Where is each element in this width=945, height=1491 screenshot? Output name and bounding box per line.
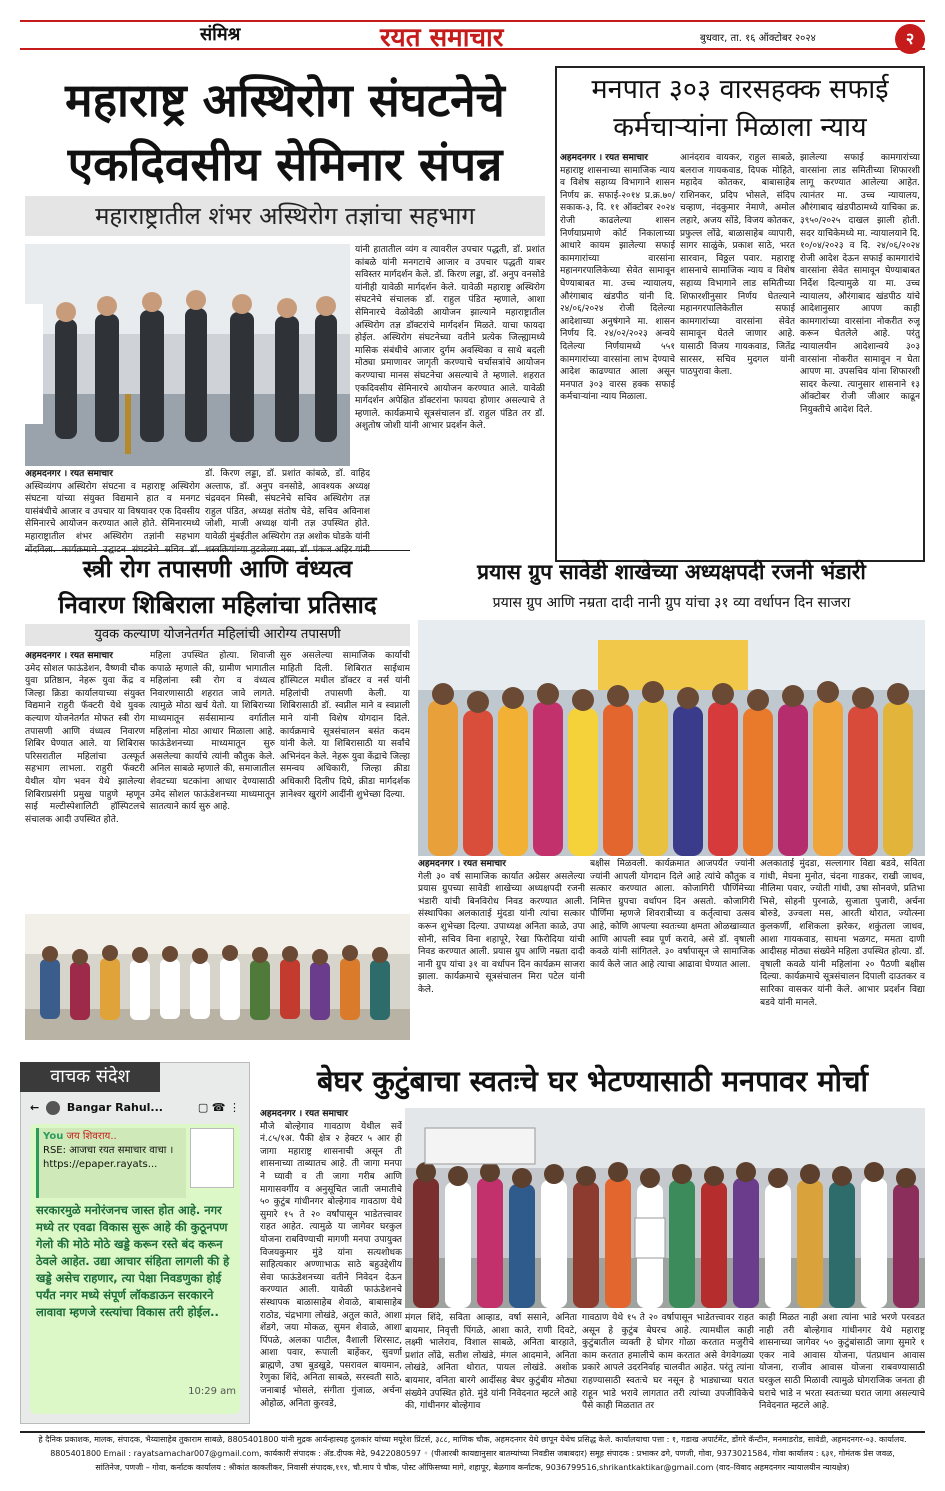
reader-message-title: वाचक संदेश <box>20 1062 160 1092</box>
story3-col2: महिला उपस्थित होत्या. शिवाजी कपाळे म्हणाले की, ग्रामीण भागातील महिलांना स्त्री रोग व वंध्यत्व निवारणासाठी शहरात जावे लागते. त्यामुळे मोठा खर्च येतो. या शिबिराच्या माध्यमातून सर्वसामान्य वर्गातील महिलांना मोठा आधार मिळाला आहे. फाऊंडेशनच्या माध्यमातून सुरु असलेल्या कार्याचे त्यांनी कौतुक केले. अनिल साबळे म्हणाले की, समाजातील शेवटच्या घटकांना आधार देण्यासाठी उमेद सोशल फाऊंडेशनच्या माध्यमातून सातत्याने कार्य सुरु आहे. <box>150 651 275 813</box>
avatar <box>46 1101 60 1115</box>
story5-col4: काही मिळत नाही अशा त्यांना भाडे भरणे परवडत नाही तरी बोल्हेगाव गांधीनगर येथे महाराष्ट्र शासनाच्या जागेवर ५० कुटुंबांसाठी जागा सुमारे १ एकर नावे आवास योजना, पंतप्रधान आवास योजना, राजीव आवास योजना राबवण्यासाठी घरकुल साठी मिळावी त्यामुळे घोगराजिक जनता ही घराचे भाडे न भरता स्वतःच्या घरात जागा असल्याचे निवेदनात म्हटले आहे. <box>759 1313 925 1412</box>
story3-col1: अहमदनगर । रयत समाचार उमेद सोशल फाऊंडेशन, वैष्णवी चौक युवा प्रतिष्ठान, नेहरू युवा केंद्र व जिल्हा क्रिडा कार्यालयाच्या संयुक्त विद्यमाने राहुरी फॅक्टरी येथे युवक कल्याण योजनेतर्गत मोफत स्त्री रोग तपासणी आणि वंध्यत्व निवारण शिबिर घेण्यात आले. या शिबिरास परिसरातील महिलांचा उत्स्फूर्त सहभाग लाभला. राहुरी फॅक्टरी येथील योग भवन येथे झालेल्या शिबिराप्रसंगी प्रमुख पाहुणे म्हणून साई मल्टीस्पेशालिटी हॉस्पिटलचे संचालक आदी उपस्थित होते. <box>25 651 145 825</box>
story5-headline: बेघर कुटुंबाचा स्वतःचे घर भेटण्यासाठी मनपावर मोर्चा <box>317 1064 868 1098</box>
story5-col2: मंगल शिंदे, सविता आव्हाड, वर्षा ससाने, अनिता बायमार, निवृत्ती पिंगळे, आशा काते, राणी दिवटे, लक्ष्मी भालेराव, विशाल साबळे, अनिता बारहाते, प्रशांत लोंढे, सतीश लोखंडे, मंगल आदमाने, अनिता लोखंडे, अनिता थोरात, पायल लोखंडे. अशोक बायमार, वनिता बारगे आदींसह बेघर कुटुंबीय मोठ्या संख्येने उपस्थित होते. मुंडे यांनी निवेदनात म्हटले आहे की, गांधीनगर बोल्हेगाव <box>405 1313 577 1412</box>
quoted-message[interactable]: You जय शिवराय.. RSE: आजचा रयत समाचार वाचा । https://epaper.rayats... <box>36 1128 186 1198</box>
story3-headline-line2: निवारण शिबिराला महिलांचा प्रतिसाद <box>58 591 377 619</box>
story4-subhead: प्रयास ग्रुप आणि नम्रता दादी नानी ग्रुप यांचा ३१ व्या वर्धापन दिन साजरा <box>492 595 851 611</box>
morcha-photo <box>405 1108 925 1308</box>
newspaper-brand: रयत समाचार <box>380 23 504 53</box>
story4-headline: प्रयास ग्रुप सावेडी शाखेच्या अध्यक्षपदी रजनी भंडारी <box>477 560 866 584</box>
issue-date: बुधवार, ता. १६ ऑक्टोबर २०२४ <box>700 33 816 44</box>
link-preview-thumbnail <box>190 1128 234 1188</box>
story2-col2: आनंदराव वायकर, राहुल साबळे, बलराज गायकवाड, दिपक मोहिते, महादेव कोतकर, बाबासाहेब राशिनकर, प्रदिप भोसले, संदिप चव्हाण, नंदकुमार नेमाणे, अमोल लहारे, अजय सोंडे, विजय कोतकर, प्रफुल्ल लोंढे, बाळासाहेब व्यापारी, सागर साळुंके, प्रकाश साठे, भरत सारवान, विठ्ठल पवार. महाराष्ट्र शासनाचे सामाजिक न्याय व विशेष सहाय्य विभागाने लाड समितीच्या शिफारशीनुसार निर्णय घेतल्याने महानगरपालिकेतील सफाई कामगारांच्या वारसांना सेवेत सामावून घेतले जाणार आहे. यासाठी विजय गायकवाड, जितेंद्र सारसर, सचिव मुदगल यांनी पाठपुरावा केला. <box>680 153 795 378</box>
story5-dateline: अहमदनगर । रयत समाचार <box>260 1109 348 1119</box>
chat-timestamp: 10:29 am <box>188 1386 236 1397</box>
story2-col3: झालेल्या सफाई कामगारांच्या वारसांना लाड समितीच्या शिफारशी लागू करण्यात आलेल्या आहेत. त्यानंतर मा. उच्च न्यायालय, औरंगाबाद खंडपीठामध्ये याचिका क्र. ३९५०/२०२५ दाखल झाली होती. सदर याचिकेमध्ये मा. न्यायालयाने दि. १०/०४/२०२३ व दि. २४/०६/२०२४ रोजी आदेश देऊन सफाई कामगारांचे वारसांना सेवेत सामावून घेण्याबाबत निर्देश दिल्यामुळे या मा. उच्च न्यायालय, औरंगाबाद खंडपीठ यांचे आदेशानुसार आपण काही कामगारांच्या वारसांना नोकरीत रुजू करून घेतलेले आहे. परंतु न्यायालयीन आदेशान्वये ३०३ वारसांना नोकरीत सामावून न घेता आपण मा. उपसचिव यांना शिफारशी सादर केल्या. त्यानुसार शासनाने १३ ऑक्टोबर रोजी जीआर काढून नियुक्तीचे आदेश दिले. <box>800 153 920 415</box>
imprint-line2: 8805401800 Email : rayatsamachar007@gmail.com, कार्यकारी संपादक : ॲड.दीपक मेढे, 9422080597 ◦ (पीआरबी कायद्यानुसार बातम्यांच्या निवडीस जबाबदार) समूह संपादक : प्रभाकर ढगे, पणजी, गोवा, 9373021584, गोवा कार्यालय : ६३१, गोमंतक प्रेस जवळ, <box>50 1449 895 1458</box>
story1-dateline: अहमदनगर । रयत समाचार <box>25 469 113 479</box>
back-arrow-icon[interactable]: ← <box>30 1101 40 1114</box>
story4-col3: अलकाताई मुंदडा, सल्लागार विद्या बडवे, सविता गांधी, मेघना मुनोत, चंदना गाडकर, राखी जाधव, नीलिमा पवार, ज्योती गांधी, उषा सोनवणे, प्रतिभा भिसे, सोहनी पुरनाळे, सुजाता पुजारी, अर्चना बोरुडे, उज्वला मस, आरती थोरात, ज्योत्स्ना कुलकर्णी, शशिकला झरेकर, शकुंतला जाधव, आशा गायकवाड, साधना भळगट, ममता दाणी आदीसह मोठ्या संख्येने महिला उपस्थित होत्या. डॉ. वृषाली कवळे यांनी महिलांना २० पैठणी बक्षीस दिल्या. कार्यक्रमाचे सूत्रसंचालन दिपाली दाउतकर व सारिका वासकर यांनी केले. आभार प्रदर्शन विद्या बडवे यांनी मानले. <box>760 859 925 1008</box>
imprint-footer <box>20 1431 925 1486</box>
story2-dateline: अहमदनगर । रयत समाचार <box>560 153 648 163</box>
story5-col1: अहमदनगर । रयत समाचार मौजे बोल्हेगाव गावठाण येथील सर्वे नं.८५/१अ. पैकी क्षेत्र २ हेक्टर ५ आर ही जागा महाराष्ट्र शासनाची असून ती शासनाच्या ताब्यातच आहे. ती जागा मनपा ने घ्यावी व ती जागा गरीब आणि मागासवर्गीय व अनुसूचित जाती जमातीचे ५० कुटुंब गांधीनगर बोल्हेगाव गावठाण येथे सुमारे १५ ते २० वर्षांपासून भाडेतत्त्वावर राहत आहेत. त्यामुळे या जागेवर घरकुल योजना राबविण्याची मागणी मनपा उपायुक्त विजयकुमार मुंडे यांना सत्यशोधक साहित्यकार अण्णाभाऊ साठे बहुउद्देशीय सेवा फाऊंडेशनच्या वतीने निवेदन देऊन करण्यात आली. यावेळी फाऊंडेशनचे संस्थापक बाळासाहेब शेवाळे, बाबासाहेब राठोड, चंद्रभागा लोखंडे, अतुल काते, आशा शेंडगे, जया मोकळ, सुमन शेवाळे, आशा पिंपळे, अलका पाटील, वैशाली शिरसाट, आशा पवार, रूपाली बाहेंकर, सुवर्णा ब्राह्मणे, उषा बुडखुडे, पसरावल बायमान, रेणुका शिंदे, अनिता साबळे, सरस्वती साठे, जनाबाई भोसले, संगीता गुंजाळ, अर्चना ओहोळ, अनिता कुरवडे, <box>260 1109 402 1409</box>
story4-dateline: अहमदनगर । रयत समाचार <box>418 859 506 869</box>
story2-headline-line1: मनपात ३०३ वारसहक्क सफाई <box>591 74 889 105</box>
story1-col2: डॉ. किरण लड्डा, डॉ. प्रशांत कांबळे, डॉ. वाहिद अल्ताफ, डॉ. अनुप वनसोडे, आवश्यक अध्यक्ष चंद्रवदन मिस्त्री, संघटनेचे सचिव अस्थिरोग तज्ञ राहुल पंडित, अध्यक्ष संतोष चेडे, सचिव अविनाश जोशी, माजी अध्यक्ष यांनी तज्ञ उपस्थित होते. यावेळी मुंबईतील अस्थिरोग तज्ञ अशोक घोडके यांनी <box>205 469 370 542</box>
imprint-line3: सांतिनेज, पणजी – गोवा, कर्नाटक कार्यालय : श्रीकांत काकतीकर, निवासी संपादक,१११, चौ.माप पे चौक, पोस्ट ऑफिसच्या मागे, शहापूर, बेळगाव कर्नाटक, 9036799516,shrikantkaktikar@gmail.com (वाद–विवाद अहमदनगर न्यायालयीन न्यायक्षेत्र) <box>95 1463 850 1472</box>
prayas-group-photo <box>418 620 925 856</box>
story1-col3: यांनी हातातील व्यंग व त्यावरील उपचार पद्धती, डॉ. प्रशांत कांबळे यांनी मनगटाचे आजार व उपचार पद्धती याबर सविस्तर मार्गदर्शन केले. डॉ. किरण लड्डा, डॉ. अनुप वनसोडे यांनीही यावेळी मार्गदर्शन केले. यावेळी महाराष्ट्र अस्थिरोग संघटनेचे संचालक डॉ. राहुल पंडित म्हणाले, आशा सेमिनारचे वेळोवेळी आयोजन झाल्याने महाराष्ट्रातील अस्थिरोग तज्ञ डॉक्टरांचे मार्गदर्शन मिळते. याचा फायदा होईल. अस्थिरोग संघटनेच्या वतीने प्रत्येक जिल्ह्यामध्ये मासिक संबंधीचे आजार दुर्गम अवस्थिका व साथे बदली मोठ्या प्रमाणावर जागृती करण्याचे चर्चासत्रांचे आयोजन करण्याचा मानस संघटनेचा असल्याचे ते म्हणाले. शहरात एकदिवसीय सेमिनारचे आयोजन करण्यात आले. यावेळी मार्गदर्शन अपेक्षित डॉक्टरांना फायदा होणार असल्याचे ते म्हणाले. कार्यक्रमाचे सूत्रसंचालन डॉ. राहुल पंडित तर डॉ. अशुतोष जोशी यांनी आभार प्रदर्शन केले. <box>355 245 545 432</box>
section-label: संमिश्र <box>200 24 241 45</box>
health-camp-photo <box>25 914 410 1040</box>
story4-col1: अहमदनगर । रयत समाचार गेली ३० वर्ष सामाजिक कार्यात अग्रेसर असलेल्या प्रयास ग्रुपच्या सावेडी शाखेच्या अध्यक्षपदी रजनी भंडारी यांची बिनविरोध निवड करण्यात आली. संस्थापिका अलकाताई मुंदडा यांनी त्यांचा सत्कार करून शुभेच्छा दिल्या. उपाध्यक्ष अनिता काळे, उपा सोनी, सचिव विना शहापूरे, रेखा फिरोदिया यांची निवड करण्यात आली. प्रयास ग्रुप आणि नम्रता दादी नानी ग्रुप यांचा ३१ वा वर्धापन दिन कार्यक्रम साजरा झाला. कार्यक्रमाचे सूत्रसंचालन मिरा पटेल यांनी केले. <box>418 859 585 995</box>
story2-headline-line2: कर्मचाऱ्यांना मिळाला न्याय <box>613 112 867 143</box>
story1-headline-line2: एकदिवसीय सेमिनार संपन्न <box>67 137 503 191</box>
video-call-icon[interactable]: ▢ ☎ ⋮ <box>197 1101 240 1114</box>
story3-headline-line1: स्त्री रोग तपासणी आणि वंध्यत्व <box>82 555 353 583</box>
chat-header <box>30 1098 240 1118</box>
chat-message-text: सरकारमुळे मनोरंजनच जास्त होत आहे. नगर मध्ये तर एवढा विकास सुरू आहे की कुठूनपण गेलो की मोठे मोठे खड्डे करून रस्ते बंद करून ठेवले आहेत. उद्या आचार संहिता लागली की हे खड्डे असेच राहणार, त्या पेक्षा निवडणुका होई पर्यंत नगर मध्ये संपूर्ण लॉकडाऊन सरकारने लावावा म्हणजे रस्त्यांचा विकास तरी होईल.. <box>36 1203 230 1319</box>
story1-headline-line1: महाराष्ट्र अस्थिरोग संघटनेचे <box>65 73 505 127</box>
story3-subhead: युवक कल्याण योजनेतर्गत महिलांची आरोग्य तपासणी <box>25 624 410 646</box>
chat-contact-name: Bangar Rahul... <box>66 1101 163 1114</box>
story3-dateline: अहमदनगर । रयत समाचार <box>25 651 113 661</box>
divider <box>25 550 410 551</box>
seminar-photo <box>25 244 350 466</box>
imprint-line1: हे दैनिक प्रकाशक, मालक, संपादक, भैय्यासाहेब तुकाराम साबळे, 8805401800 यांनी मुद्रक आर्यन्हास्यह दुलकांर यांच्या मयूरेश प्रिंटर्स, ३८८, माणिक चौक, अहमदनगर येथे छापून येथेच प्रसिद्ध केले. कार्यालयाचा पत्ता : १, गडाख अपार्टमेंट, डोंगरे कॅन्टीन, मनमाडरोड, सावेडी, अहमदनगर-०३. कार्यालय. <box>38 1435 907 1444</box>
story5-col3: गावठाण येथे १५ ते २० वर्षापासून भाडेतत्त्वावर राहत असून हे कुटुंब बेघरच आहे. त्यामधील काही कुटुंबातील व्यक्ती हे घोगर गोळा करतात मजुरीचे काम करतात हमालीचे काम करतात असे वेगवेगळ्या प्रकारे आपले उदरनिर्वाह चालवीत आहेत. परंतु त्यांना राहण्यासाठी स्वतःचे घर नसून हे भाड्याच्या घरात राहून भाडे भरावे लागतात तरी त्यांच्या उपजीविकेचे पैसे काही मिळतात तर <box>582 1313 754 1412</box>
story1-subhead: महाराष्ट्रातील शंभर अस्थिरोग तज्ञांचा सहभाग <box>25 196 545 236</box>
story2-col1: अहमदनगर । रयत समाचार महाराष्ट्र शासनाच्या सामाजिक न्याय व विशेष सहाय्य विभागाने शासन निर्णय क्र. सफाई-२०१४ प्र.क्र.७०/सकाक-३, दि. ११ ऑक्टोबर २०२४ रोजी काढलेल्या शासन निर्णयाप्रमाणे कोर्ट निकालाच्या आधारे कायम झालेल्या सफाई कामगारांच्या वारसांना महानगरपालिकेच्या सेवेत सामावून घेण्याबाबत मा. उच्च न्यायालय, औरंगाबाद खंडपीठ यांनी दि. २४/०६/२०२४ रोजी दिलेल्या आदेशाच्या अनुषंगाने मा. शासन निर्णय दि. २४/०२/२०२३ अन्वये दिलेल्या निर्णयामध्ये ५५१ कामगारांच्या वारसांना लाभ देण्याचे आदेश काढण्यात आला असून मनपात ३०३ वारस हक्क सफाई कर्मचाऱ्यांना न्याय मिळाला. <box>560 153 675 403</box>
page-number: २ <box>895 24 925 54</box>
story4-col2: बक्षीस मिळवली. कार्यक्रमात आजपर्यंत ज्यांनी ज्यांनी आपली योगदान दिले आहे त्यांचे कौतुक व सत्कार करण्यात आला. कोजागिरी पौर्णिमेच्या निमित्त ग्रुपचा वर्धापन दिन असतो. कोजागिरी पौर्णिमा म्हणजे शिवरात्रीच्या व कर्तृत्वाचा उत्सव आहे, कोणि आपल्या स्वतःच्या क्षमता ओळखाव्यात आणि आपली स्वप्न पूर्ण करावे, असे डॉ. वृषाली कवळे यांनी सांगितले. ३० वर्षापासून जे सामाजिक कार्य केले जात आहे त्याचा आढावा घेण्यात आला. <box>590 859 755 970</box>
story1-col1: अहमदनगर । रयत समाचार अस्थिव्यंगप अस्थिरोग संघटना व महाराष्ट्र अस्थिरोग संघटना यांच्या संयुक्त विद्यमाने हात व मनगट यासंबंधीचे आजार व उपचार या विषयावर एक दिवसीय सेमिनारचे आयोजन करण्यात आले होते. सेमिनारमध्ये महाराष्ट्रातील शंभर अस्थिरोग तज्ञांनी सहभाग <box>25 469 200 542</box>
story3-col3: सुरु असलेल्या सामाजिक कार्याची माहिती दिली. शिबिरात साईधाम हॉस्पिटल मधील डॉक्टर व नर्स यांनी महिलांची तपासणी केली. या शिबिरासाठी डॉ. स्वप्नील माने व स्वप्नाली माने यांनी विशेष योगदान दिले. कार्यक्रमाचे सूत्रसंचालन बसंत कदम यांनी केले. या शिबिरासाठी या सर्वांचे अभिनंदन केले. नेहरू युवा केंद्राचे जिल्हा समन्वय अधिकारी, जिल्हा क्रीडा अधिकारी दिलीप दिघे, क्रीडा मार्गदर्शक ज्ञानेश्वर खुरांगे आदींनी शुभेच्छा दिल्या. <box>280 651 410 800</box>
